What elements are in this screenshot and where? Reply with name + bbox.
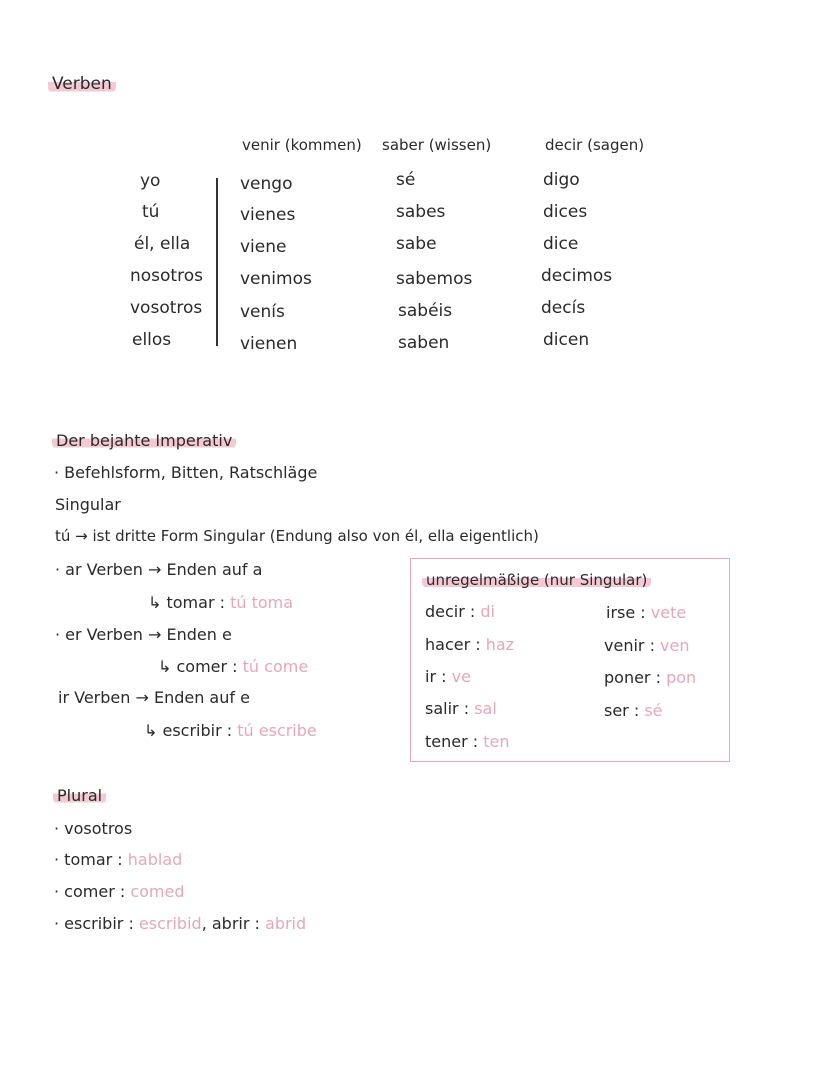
irregular-form: sal	[474, 699, 497, 718]
saber-form: sabe	[396, 234, 437, 254]
decir-form: decís	[541, 298, 586, 318]
saber-form: sabes	[396, 202, 446, 222]
table-divider	[216, 178, 218, 346]
er-example-verb: ↳ comer :	[158, 657, 238, 676]
plural-verb: · escribir :	[54, 914, 134, 933]
irregular-verb: venir :	[604, 636, 655, 655]
irregular-verb: salir :	[425, 699, 470, 718]
er-example-form: tú come	[242, 657, 309, 676]
irregular-form: sé	[644, 701, 663, 720]
ir-example	[144, 723, 317, 739]
venir-form: venimos	[240, 269, 312, 289]
pronoun: nosotros	[130, 266, 203, 286]
pronoun: ellos	[132, 330, 172, 350]
plural-label: Plural	[53, 788, 106, 804]
imperativ-bullet: · Befehlsform, Bitten, Ratschläge	[54, 463, 318, 482]
plural-vosotros: · vosotros	[54, 819, 133, 838]
venir-form: viene	[240, 237, 287, 257]
irregular-item	[425, 637, 514, 653]
irregular-form: haz	[485, 635, 515, 654]
irregular-verb: tener :	[425, 732, 479, 751]
irregular-form: ven	[660, 636, 690, 655]
ir-example-form: tú escribe	[237, 721, 317, 740]
saber-form: sé	[396, 170, 416, 190]
irregular-verb: decir :	[425, 602, 476, 621]
decir-form: dice	[543, 234, 579, 254]
irregular-verb: ir :	[425, 667, 447, 686]
er-rule: · er Verben → Enden e	[55, 625, 232, 644]
plural-comma: ,	[201, 914, 207, 933]
irregular-verb: ser :	[604, 701, 640, 720]
irregular-form: ve	[451, 667, 471, 686]
ar-example	[148, 595, 293, 611]
ar-example-form: tú toma	[230, 593, 294, 612]
irregular-item	[425, 604, 495, 620]
irregular-item	[604, 703, 663, 719]
saber-form: saben	[398, 333, 450, 353]
plural-item	[54, 916, 306, 932]
pronoun: él, ella	[134, 234, 191, 254]
plural-form: escribid	[138, 914, 202, 933]
irregular-item	[606, 605, 686, 621]
pronoun: tú	[142, 202, 160, 222]
irregular-form: ten	[483, 732, 510, 751]
page-title: Verben	[48, 76, 116, 93]
plural-item	[54, 852, 182, 868]
irregular-form: vete	[650, 603, 687, 622]
venir-form: venís	[240, 302, 285, 322]
ir-example-verb: ↳ escribir :	[144, 721, 233, 740]
irregular-item	[425, 669, 471, 685]
irregular-verb: hacer :	[425, 635, 481, 654]
header-decir: decir (sagen)	[545, 136, 645, 154]
irregular-item	[604, 670, 696, 686]
irregular-item	[425, 734, 510, 750]
venir-form: vienes	[240, 205, 296, 225]
saber-form: sabéis	[398, 301, 453, 321]
irregular-verb: irse :	[606, 603, 646, 622]
saber-form: sabemos	[396, 269, 473, 289]
header-venir: venir (kommen)	[242, 136, 362, 154]
decir-form: dices	[543, 202, 588, 222]
imperativ-heading: Der bejahte Imperativ	[52, 433, 236, 449]
decir-form: digo	[543, 170, 580, 190]
ir-rule: ir Verben → Enden auf e	[58, 688, 250, 707]
plural-verb: abrir :	[211, 914, 260, 933]
decir-form: dicen	[543, 330, 590, 350]
irregular-form: pon	[666, 668, 697, 687]
tu-rule: tú → ist dritte Form Singular (Endung also von él, ella eigentlich)	[55, 527, 539, 545]
plural-verb: · comer :	[54, 882, 126, 901]
irregular-verb: poner :	[604, 668, 661, 687]
er-example	[158, 659, 308, 675]
venir-form: vengo	[240, 174, 293, 194]
plural-form: comed	[130, 882, 185, 901]
header-saber: saber (wissen)	[382, 136, 492, 154]
plural-verb: · tomar :	[54, 850, 123, 869]
irregular-item	[425, 701, 497, 717]
ar-rule: · ar Verben → Enden auf a	[55, 560, 263, 579]
pronoun: vosotros	[130, 298, 203, 318]
irregular-form: di	[480, 602, 495, 621]
venir-form: vienen	[240, 334, 298, 354]
plural-form: abrid	[265, 914, 307, 933]
pronoun: yo	[140, 171, 161, 191]
plural-form: hablad	[127, 850, 183, 869]
irregular-item	[604, 638, 690, 654]
singular-label: Singular	[55, 495, 121, 514]
ar-example-verb: ↳ tomar :	[148, 593, 225, 612]
decir-form: decimos	[541, 266, 613, 286]
irregular-title: unregelmäßige (nur Singular)	[422, 573, 651, 588]
plural-item	[54, 884, 185, 900]
